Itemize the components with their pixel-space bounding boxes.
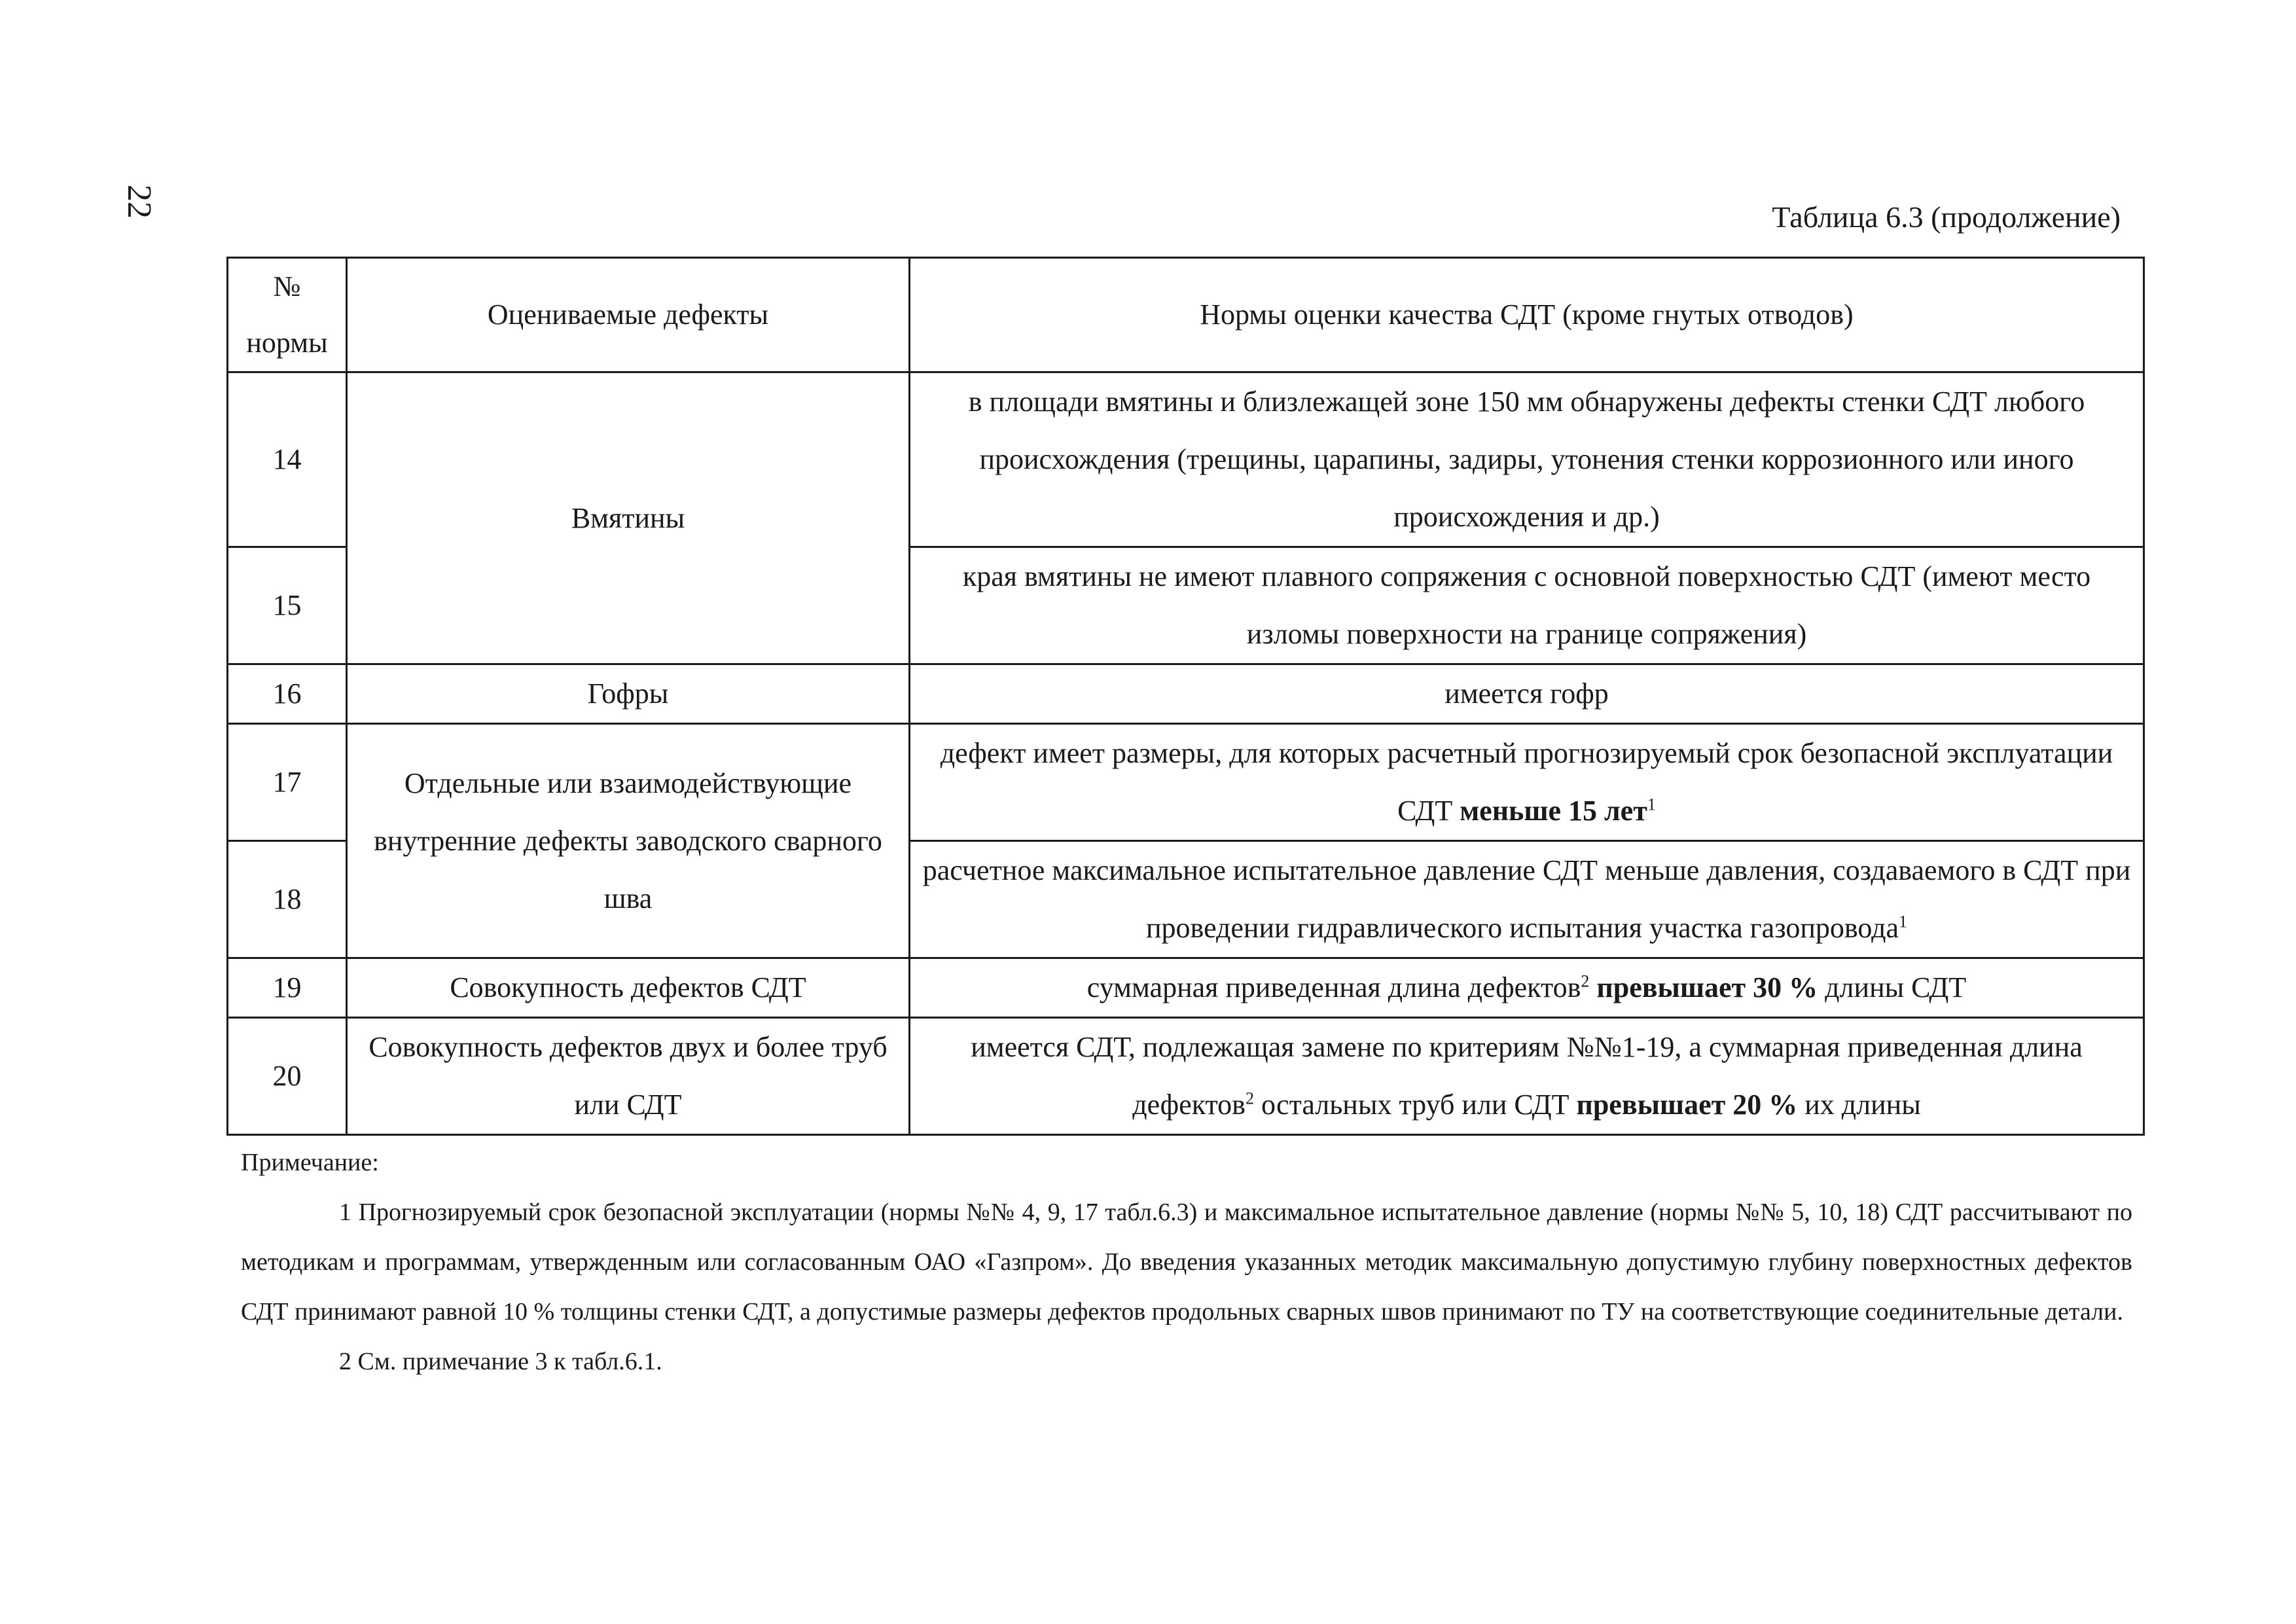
row-18-footnote-ref: 1 — [1899, 912, 1907, 931]
row-17-norm-bold: меньше 15 лет — [1460, 795, 1647, 827]
header-norm-number — [228, 258, 347, 372]
row-14-number: 14 — [228, 372, 347, 547]
row-20-footnote-ref: 2 — [1245, 1089, 1254, 1108]
table-caption: Таблица 6.3 (продолжение) — [1772, 200, 2121, 234]
row-20-defect: Совокупность дефектов двух и более труб или СДТ — [347, 1018, 910, 1135]
row-20-norm-tail: их длины — [1797, 1089, 1921, 1121]
note-1: 1 Прогнозируемый срок безопасной эксплуатации (нормы №№ 4, 9, 17 табл.6.3) и максимальное испытательное давление (нормы №№ 5, 10, 18) СДТ рассчитывают по методикам и программам, утвержденным или согласованным ОАО «Газпром». До введения указанных методик максимальную допустимую глубину поверхностных дефектов СДТ принимают равной 10 % толщины стенки СДТ, а допустимые размеры дефектов продольных сварных швов принимают по ТУ на соответствующие соединительные детали. — [241, 1199, 2132, 1326]
row-20-number: 20 — [228, 1018, 347, 1135]
row-16-norm: имеется гофр — [910, 664, 2144, 724]
row-14-15-defect: Вмятины — [347, 372, 910, 664]
row-16-number: 16 — [228, 664, 347, 724]
row-18-norm-text: расчетное максимальное испытательное давление СДТ меньше давления, создаваемого в СДТ при проведении гидравлического испытания участка газопровода — [922, 854, 2131, 944]
row-20-norm-text: имеется СДТ, подлежащая замене по критериям №№1-19, а суммарная приведенная длина дефектов — [971, 1031, 2083, 1121]
table-row — [228, 958, 2144, 1018]
row-19-norm-text: суммарная приведенная длина дефектов — [1086, 971, 1581, 1003]
row-19-norm-tail: длины СДТ — [1818, 971, 1967, 1003]
row-17-18-defect: Отдельные или взаимодействующие внутренние дефекты заводского сварного шва — [347, 724, 910, 958]
row-20-norm — [910, 1018, 2144, 1135]
row-19-footnote-ref: 2 — [1581, 971, 1590, 991]
header-norms: Нормы оценки качества СДТ (кроме гнутых отводов) — [910, 258, 2144, 372]
row-17-norm — [910, 724, 2144, 841]
table-row — [228, 664, 2144, 724]
table-row — [228, 1018, 2144, 1135]
row-19-norm — [910, 958, 2144, 1018]
table-header-row — [228, 258, 2144, 372]
page-number: 22 — [120, 185, 158, 219]
norms-table — [226, 257, 2145, 1136]
row-15-norm: края вмятины не имеют плавного сопряжения с основной поверхностью СДТ (имеют место изломы поверхности на границе сопряжения) — [910, 547, 2144, 664]
row-16-defect: Гофры — [347, 664, 910, 724]
row-18-norm — [910, 841, 2144, 958]
row-19-number: 19 — [228, 958, 347, 1018]
note-2: 2 См. примечание 3 к табл.6.1. — [339, 1348, 662, 1375]
row-17-number: 17 — [228, 724, 347, 841]
header-num-symbol: № — [273, 270, 301, 302]
row-19-defect: Совокупность дефектов СДТ — [347, 958, 910, 1018]
row-15-number: 15 — [228, 547, 347, 664]
header-defects: Оцениваемые дефекты — [347, 258, 910, 372]
notes-section — [241, 1138, 2132, 1386]
notes-title: Примечание: — [241, 1149, 379, 1176]
row-17-norm-text: дефект имеет размеры, для которых расчетный прогнозируемый срок безопасной эксплуатации СДТ — [940, 737, 2113, 827]
row-14-norm: в площади вмятины и близлежащей зоне 150 мм обнаружены дефекты стенки СДТ любого происхождения (трещины, царапины, задиры, утонения стенки коррозионного или иного происхождения и др.) — [910, 372, 2144, 547]
table-row — [228, 372, 2144, 547]
header-num-word: нормы — [246, 327, 328, 359]
table-row — [228, 724, 2144, 841]
row-20-norm-middle: остальных труб или СДТ — [1253, 1089, 1577, 1121]
row-18-number: 18 — [228, 841, 347, 958]
row-17-footnote-ref: 1 — [1647, 795, 1656, 814]
row-19-norm-bold: превышает 30 % — [1589, 971, 1818, 1003]
row-20-norm-bold: превышает 20 % — [1576, 1089, 1798, 1121]
